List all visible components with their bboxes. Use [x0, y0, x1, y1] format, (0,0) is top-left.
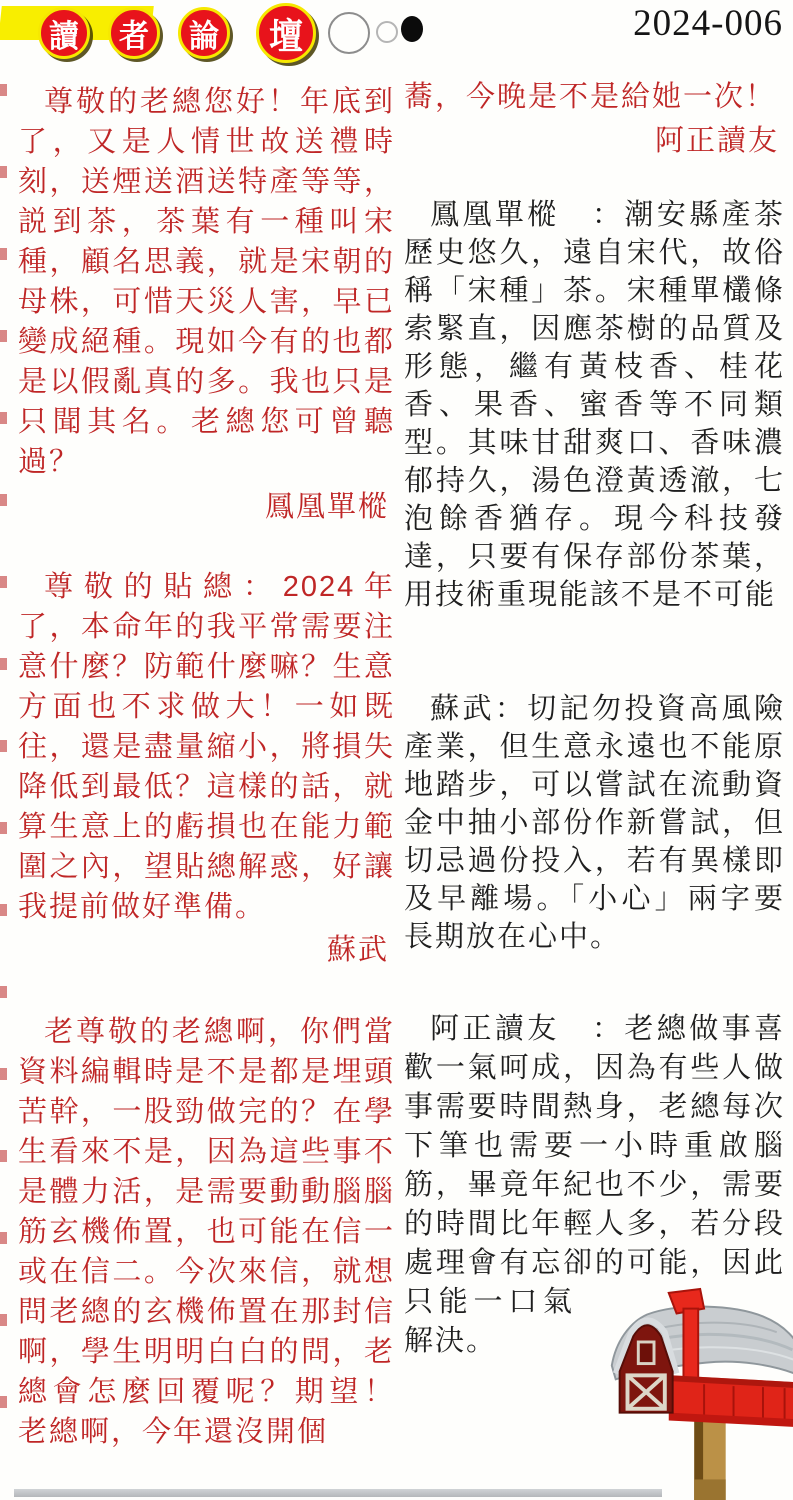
letter-1-signature: 鳳凰單樅: [264, 491, 389, 523]
right-column: [404, 78, 785, 1496]
letter-3-body: 老尊敬的老總啊，你們當資料編輯時是不是都是埋頭苦幹，一股勁做完的？在學生看來不是，因為這些事不是體力活，是需要動動腦腦筋玄機佈置，也可能在信一 或在信二。今次來信，就想問老總的玄機佈置在那封信啊，學生明明白白的問，老總會怎麼回覆呢？期望！ 老總啊，今年還沒開個: [18, 1016, 395, 1448]
issue-number: 2024-006: [633, 3, 783, 44]
black-dot-icon: [401, 16, 423, 42]
masthead-badge-2: [108, 7, 160, 59]
reply-2-body: 蘇武：切記勿投資高風險產業，但生意永遠也不能原地踏步，可以嘗試在流動資金中抽小部份作新嘗試，但切忌過份投入，若有異樣即及早離場。「小心」兩字要長期放在心中。: [404, 693, 785, 953]
reply-3-text-end: 的可能，因此只能一口氣解決。: [404, 1247, 785, 1357]
letter-3-continuation: 蕎，今晚是不是給她一次！: [404, 81, 777, 113]
mailbox-illustration: [580, 1287, 785, 1500]
masthead-char: 壇: [269, 16, 303, 57]
masthead-char: 讀: [49, 19, 79, 54]
mailbox-post: [694, 1413, 725, 1500]
letter-1-body: 尊敬的老總您好！年底到了，又是人情世故送禮時刻，送煙送酒送特產等等，説到茶，茶葉有一種叫宋種，顧名思義，就是宋朝的母株，可惜天災人害，早已變成絕種。現如今有的也都是以假亂真的多。我也只是只聞其名。老總您可曾聽過？: [18, 86, 395, 478]
circle-outline-large-icon: [328, 12, 370, 54]
circle-outline-small-icon: [376, 21, 398, 43]
letter-2-body: 尊敬的貼總：2024年了，本命年的我平常需要注意什麼？防範什麼嘛？生意方面也不求做大！一如既往，還是盡量縮小，將損失降低到最低？這樣的話，就算生意上的虧損也在能力範圍之內，望貼總解惑，好讓我提前做好準備。: [18, 571, 395, 923]
letter-2-signature: 蘇武: [326, 934, 389, 966]
reply-3-body: [404, 1010, 785, 1500]
masthead-char: 者: [119, 19, 149, 54]
masthead-badge-4: [256, 3, 316, 63]
reply-3-text-start: 阿正讀友 ：老總做事喜歡一氣呵成，因為有些人做事需要時間熱身，老總每次下筆也需要一小時重啟腦筋，畢竟年紀也不少，需要的時間比年輕人多，若分段處理會有忘卻: [404, 1013, 785, 1279]
letter-3-signature: 阿正讀友: [654, 125, 779, 157]
masthead-badge-3: [178, 7, 230, 59]
reply-1-body: 鳳凰單樅 ：潮安縣產茶歷史悠久，遠自宋代，故俗稱「宋種」茶。宋種單欉條索緊直，因應茶樹的品質及形態，繼有黃枝香、桂花香、果香、蜜香等不同類型。其味甘甜爽口、香味濃郁持久，湯色澄黃透澈，七泡餘香猶存。現今科技發達，只要有保存部份茶葉，用技術重現能該不是不可能: [404, 199, 785, 611]
masthead-badge-1: [38, 7, 90, 59]
bottom-scan-bar: [14, 1489, 662, 1497]
scan-edge-artifacts: [0, 84, 7, 1424]
masthead-char: 論: [189, 19, 219, 54]
left-column: [18, 82, 395, 1492]
